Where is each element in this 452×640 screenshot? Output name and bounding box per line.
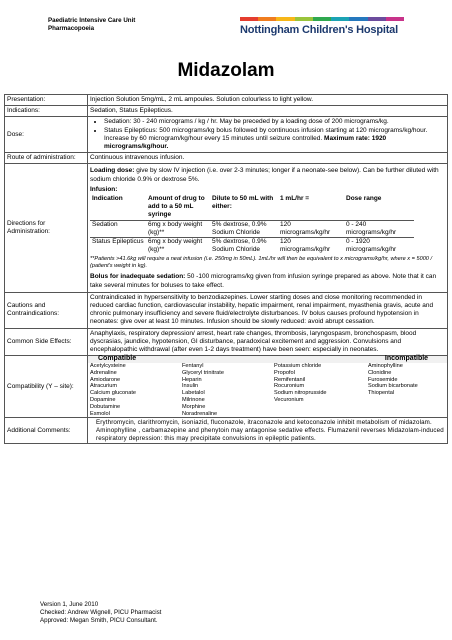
dose-max-rate: Maximum rate: 1920 micrograms/kg/hour. — [104, 134, 387, 151]
directions-label: Directions for Administration: — [5, 164, 88, 292]
infusion-cell: Sedation — [90, 220, 146, 237]
compatibility-header — [88, 356, 447, 363]
infusion-header-cell: Indication — [92, 195, 123, 203]
indications-row — [5, 106, 448, 117]
compatibility-table — [88, 356, 447, 417]
additional-label: Additional Comments: — [5, 418, 88, 444]
infusion-header-cell: Amount of drug to add to a 50 mL syringe — [148, 195, 205, 219]
header-unit-line1: Paediatric Intensive Care Unit — [48, 17, 136, 24]
document-title: Midazolam — [177, 60, 275, 81]
footer-checked: Checked: Andrew Wignell, PICU Pharmacist — [40, 609, 162, 617]
presentation-label: Presentation: — [5, 95, 88, 106]
infusion-cell: 5% dextrose, 0.9% Sodium Chloride — [210, 238, 278, 255]
footer-approved: Approved: Megan Smith, PICU Consultant. — [40, 617, 158, 625]
infusion-label: Infusion: — [90, 185, 118, 193]
incompatible-list — [366, 363, 447, 417]
compatible-drug: Insulin — [182, 383, 199, 390]
infusion-table-row — [90, 238, 414, 255]
header-unit — [48, 17, 135, 33]
compatible-drug: Calcium gluconate — [90, 390, 137, 397]
infusion-note: **Patients >41.6kg will require a neat infusion (i.e. 250mg in 50mL). 1mL/hr will then be equivalent to x micrograms/kg/hr, where x = 5000 / (patient's weight in kg). — [90, 256, 433, 270]
compatible-drug: Sodium nitroprusside — [274, 390, 327, 397]
dose-content — [88, 117, 448, 153]
logo-band-segment — [313, 17, 331, 21]
loading-dose-label: Loading dose: — [90, 167, 135, 175]
hospital-logo-color-band — [240, 17, 404, 21]
dose-label: Dose: — [5, 117, 88, 153]
header-unit-line2: Pharmacopoeia — [48, 25, 95, 32]
compatible-drug: Amiodarone — [90, 376, 121, 383]
logo-band-segment — [386, 17, 404, 21]
infusion-cell: 0 - 1920 micrograms/kg/hr — [344, 238, 414, 255]
infusion-cell: 6mg x body weight (kg)** — [146, 220, 210, 237]
compatible-drug: Propofol — [274, 369, 295, 376]
infusion-cell: 5% dextrose, 0.9% Sodium Chloride — [210, 220, 278, 237]
logo-band-segment — [331, 17, 349, 21]
directions-row — [5, 164, 448, 292]
compatible-drug: Acetylcysteine — [90, 363, 126, 370]
footer-version: Version 1, June 2010 — [40, 601, 99, 608]
route-row — [5, 153, 448, 164]
compatible-drug: Milrinone — [182, 397, 205, 404]
bolus-label: Bolus for inadequate sedation: — [90, 273, 186, 281]
route-label: Route of administration: — [5, 153, 88, 164]
incompatible-heading: Incompatible — [366, 356, 447, 363]
cautions-text: Contraindicated in hypersensitivity to benzodiazepines. Lower starting doses and close monitoring recommended in reduced cardiac function, cardiovascular instability, hepatic impairment, renal impairment, myasthenia gravis, acute and chronic pulmonary insufficiency and severe fluid/electrolyte disturbances. IV bolus causes profound hypotension in neonates: give over at least 10 minutes. Infusion should be slowly reduced: avoid abrupt cessation. — [88, 292, 448, 328]
compatibility-content — [88, 356, 448, 418]
loading-dose-text: give by slow IV injection (i.e. over 2-3 minutes; longer if a neonate-see below). Can be further diluted with sodium chloride 0.9% or dextrose 5%. — [90, 167, 439, 183]
cautions-row — [5, 292, 448, 328]
compatible-list-1 — [88, 363, 180, 417]
dose-status-text: Status Epilepticus: 500 micrograms/kg bolus followed by continuous infusion starting at 120 micrograms/kg/hour. Increase by 60 microgram/kg/hour every 15 minutes until seizure controlled. — [104, 126, 428, 142]
indications-label: Indications: — [5, 106, 88, 117]
infusion-cell: 120 micrograms/kg/hr — [278, 220, 344, 237]
infusion-table-row — [90, 220, 414, 237]
compatible-drug: Remifentanil — [274, 376, 306, 383]
compatible-drug: Potassium chloride — [274, 363, 322, 370]
directions-content — [88, 164, 448, 292]
logo-band-segment — [368, 17, 386, 21]
incompatible-drug: Aminophylline — [368, 363, 403, 370]
cautions-label: Cautions and Contraindications: — [5, 292, 88, 328]
bolus-text: 50 -100 micrograms/kg given from infusion syringe prepared as above. Note that it can take several minutes for boluses to take effect. — [90, 273, 437, 289]
infusion-cell: Status Epilepticus — [90, 238, 146, 255]
compatible-drug: Vecuronium — [274, 397, 304, 404]
compatible-list-2 — [180, 363, 272, 417]
compatible-drug: Glyceryl trinitrate — [182, 369, 224, 376]
logo-band-segment — [276, 17, 294, 21]
infusion-cell: 120 micrograms/kg/hr — [278, 238, 344, 255]
logo-band-segment — [240, 17, 258, 21]
route-text: Continuous intravenous infusion. — [88, 153, 448, 164]
infusion-table-header — [90, 195, 414, 220]
compatible-list-3 — [272, 363, 366, 417]
side-effects-label: Common Side Effects: — [5, 328, 88, 356]
incompatible-drug: Sodium bicarbonate — [368, 383, 418, 390]
presentation-row — [5, 95, 448, 106]
compatibility-label: Compatibility (Y – site): — [5, 356, 88, 418]
infusion-header-cell: 1 mL/hr = — [280, 195, 310, 203]
compatible-heading: Compatible — [88, 356, 366, 363]
bolus-paragraph — [90, 273, 445, 289]
compatible-drug: Morphine — [182, 403, 206, 410]
compatible-drug: Fentanyl — [182, 363, 204, 370]
side-effects-text: Anaphylaxis, respiratory depression/ arrest, heart rate changes, thrombosis, laryngospasm, bronchospasm, blood dyscrasias, jaundice, hypotension, GI disturbance, paradoxical excitement and aggression. Convulsions and encephalopathic withdrawal (after even 1-2 days treatment) have been seen: especially in neonates. — [88, 328, 448, 356]
compatible-drug: Labetalol — [182, 390, 205, 397]
infusion-cell: 6mg x body weight (kg)** — [146, 238, 210, 255]
dose-sedation: • Sedation: 30 - 240 micrograms / kg / hr. May be preceded by a loading dose of 200 micrograms/kg. — [104, 118, 445, 126]
indications-text: Sedation, Status Epilepticus. — [88, 106, 448, 117]
incompatible-drug: Thiopental — [368, 390, 395, 397]
infusion-cell: 0 - 240 micrograms/kg/hr — [344, 220, 414, 237]
compatible-drug: Noradrenaline — [182, 410, 218, 417]
infusion-header-cell: Dose range — [346, 195, 382, 203]
additional-text: Erythromycin, clarithromycin, isoniazid, fluconazole, itraconazole and ketoconazole inhibit metabolism of midazolam. Aminophylline , carbamazepine and phenytoin may antagonise sedative effects. Flumazenil reverses Midazolam-induced respiratory depression: this may precipitate convulsions in epileptic patients. — [88, 418, 448, 444]
compatibility-lists — [88, 363, 447, 417]
logo-band-segment — [295, 17, 313, 21]
side-effects-row — [5, 328, 448, 356]
dose-status-epilepticus — [104, 127, 445, 152]
presentation-text: Injection Solution 5mg/mL, 2 mL ampoules. Solution colourless to light yellow. — [88, 95, 448, 106]
compatible-drug: Heparin — [182, 376, 202, 383]
logo-band-segment — [258, 17, 276, 21]
hospital-name: Nottingham Children's Hospital — [240, 24, 398, 36]
incompatible-drug: Clonidine — [368, 369, 392, 376]
monograph-table — [4, 94, 448, 444]
compatible-drug: Dobutamine — [90, 403, 121, 410]
infusion-header-cell: Dilute to 50 mL with either: — [212, 195, 274, 211]
additional-row — [5, 418, 448, 444]
compatible-drug: Esmolol — [90, 410, 110, 417]
infusion-table — [90, 195, 414, 254]
document-footer — [40, 601, 161, 626]
compatibility-row — [5, 356, 448, 418]
logo-band-segment — [349, 17, 367, 21]
compatible-drug: Rocuronium — [274, 383, 305, 390]
loading-dose-paragraph — [90, 167, 445, 183]
compatible-drug: Atracurium — [90, 383, 118, 390]
compatible-drug: Adrenaline — [90, 369, 117, 376]
incompatible-drug: Furosemide — [368, 376, 398, 383]
compatible-drug: Dopamine — [90, 397, 116, 404]
dose-row — [5, 117, 448, 153]
